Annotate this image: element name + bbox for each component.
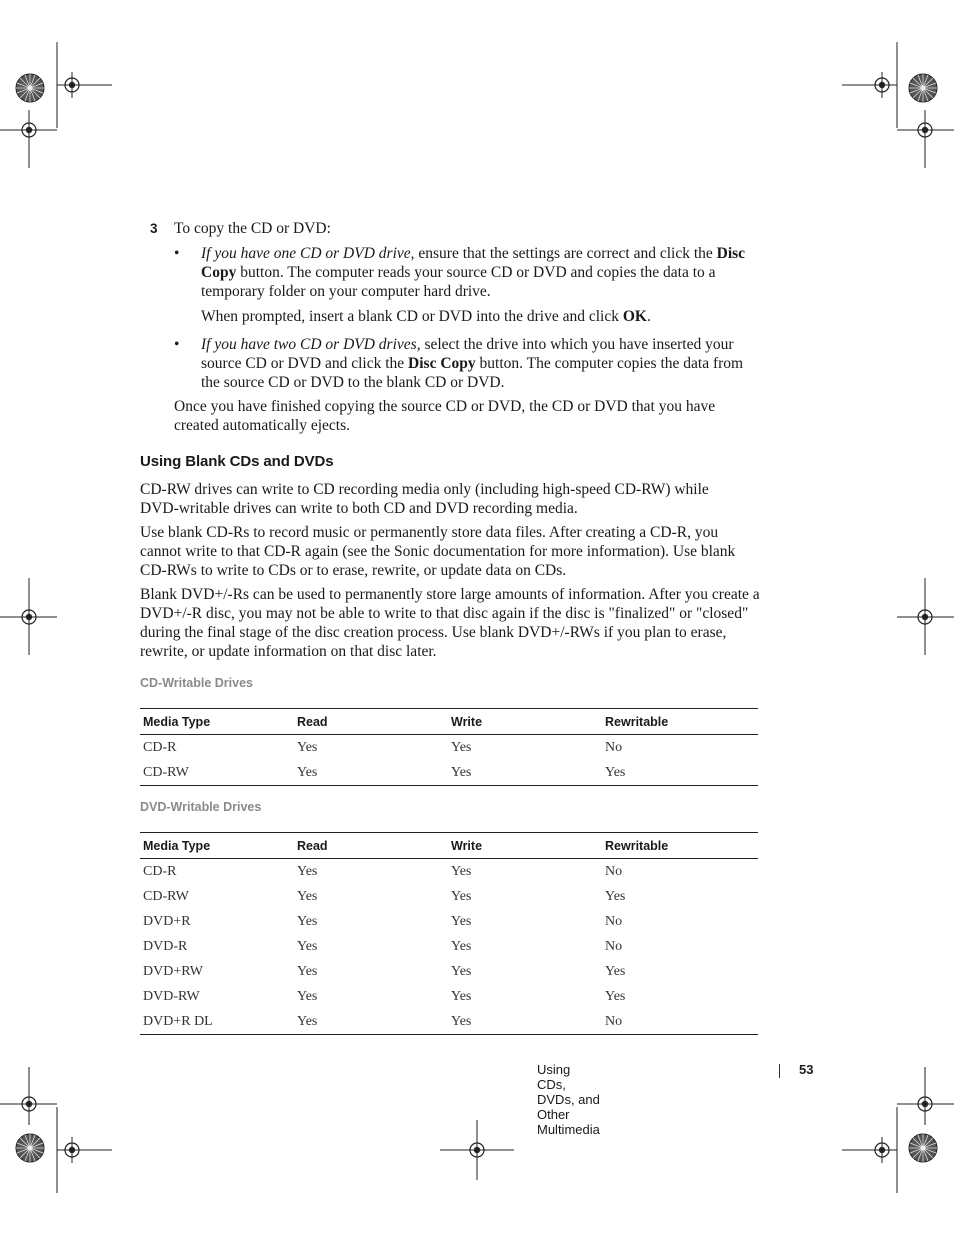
bullet-text: If you have two CD or DVD drives, select the drive into which you have inserted your source CD or DVD and click the Disc Copy button. The computer copies the data from the source CD or DVD to the blank CD or DVD.: [201, 336, 744, 391]
header-rewritable: Rewritable: [605, 838, 669, 853]
table-row: DVD+RW Yes Yes Yes: [143, 963, 626, 979]
header-media-type: Media Type: [143, 838, 211, 853]
cd-writable-table: [140, 708, 758, 786]
bullet-text: If you have one CD or DVD drive, ensure that the settings are correct and click the Disc Copy button. The computer reads your source CD or DVD and copies the data to a temporary folder on your computer hard drive.: [201, 245, 746, 300]
table-header-row: [140, 833, 758, 859]
dvd-writable-table: [140, 832, 758, 1035]
header-write: Write: [451, 838, 483, 853]
footer-title: Using CDs, DVDs, and Other Multimedia: [537, 1062, 600, 1137]
section-heading: Using Blank CDs and DVDs: [140, 453, 334, 470]
page-number: 53: [799, 1062, 814, 1077]
header-rewritable: Rewritable: [605, 714, 669, 729]
table-row: DVD+R Yes Yes No: [143, 913, 623, 929]
footer-separator: [779, 1064, 780, 1078]
paragraph-3: Blank DVD+/-Rs can be used to permanently store large amounts of information. After you create a DVD+/-R disc, you may not be able to write to that disc again if the disc is "finalized" or "closed" during the final stage of the disc creation process. Use blank DVD+/-RWs if you plan to erase, rewrite, or update information on that disc later.: [140, 586, 760, 660]
table-row: DVD-RW Yes Yes Yes: [143, 988, 626, 1004]
step-number: 3: [150, 221, 158, 236]
bullet-one-prompt: When prompted, insert a blank CD or DVD into the drive and click OK.: [201, 308, 651, 325]
table-header-row: [140, 709, 758, 735]
paragraph-1: CD-RW drives can write to CD recording media only (including high-speed CD-RW) while DVD-writable drives can write to both CD and DVD recording media.: [140, 481, 709, 517]
header-read: Read: [297, 838, 328, 853]
table-row: DVD-R Yes Yes No: [143, 938, 623, 954]
dvd-table-caption: DVD-Writable Drives: [140, 800, 262, 814]
table-row: CD-R Yes Yes No: [143, 863, 623, 879]
table-row: CD-RW Yes Yes Yes: [140, 760, 758, 786]
cd-table-caption: CD-Writable Drives: [140, 676, 253, 690]
table-row: CD-RW Yes Yes Yes: [143, 888, 626, 904]
step-text: To copy the CD or DVD:: [174, 220, 331, 237]
table-row: DVD+R DL Yes Yes No: [140, 1009, 758, 1035]
header-read: Read: [297, 714, 328, 729]
paragraph-2: Use blank CD-Rs to record music or permanently store data files. After creating a CD-R, you cannot write to that CD-R again (see the Sonic documentation for more information). Use blank CD-RWs to write to CDs or to erase, rewrite, or update data on CDs.: [140, 524, 736, 579]
header-media-type: Media Type: [143, 714, 211, 729]
bullet-dot: •: [174, 245, 180, 262]
table-row: CD-R Yes Yes No: [143, 739, 623, 755]
header-write: Write: [451, 714, 483, 729]
bullet-dot: •: [174, 336, 180, 353]
step-closing: Once you have finished copying the source CD or DVD, the CD or DVD that you have created automatically ejects.: [174, 398, 716, 434]
